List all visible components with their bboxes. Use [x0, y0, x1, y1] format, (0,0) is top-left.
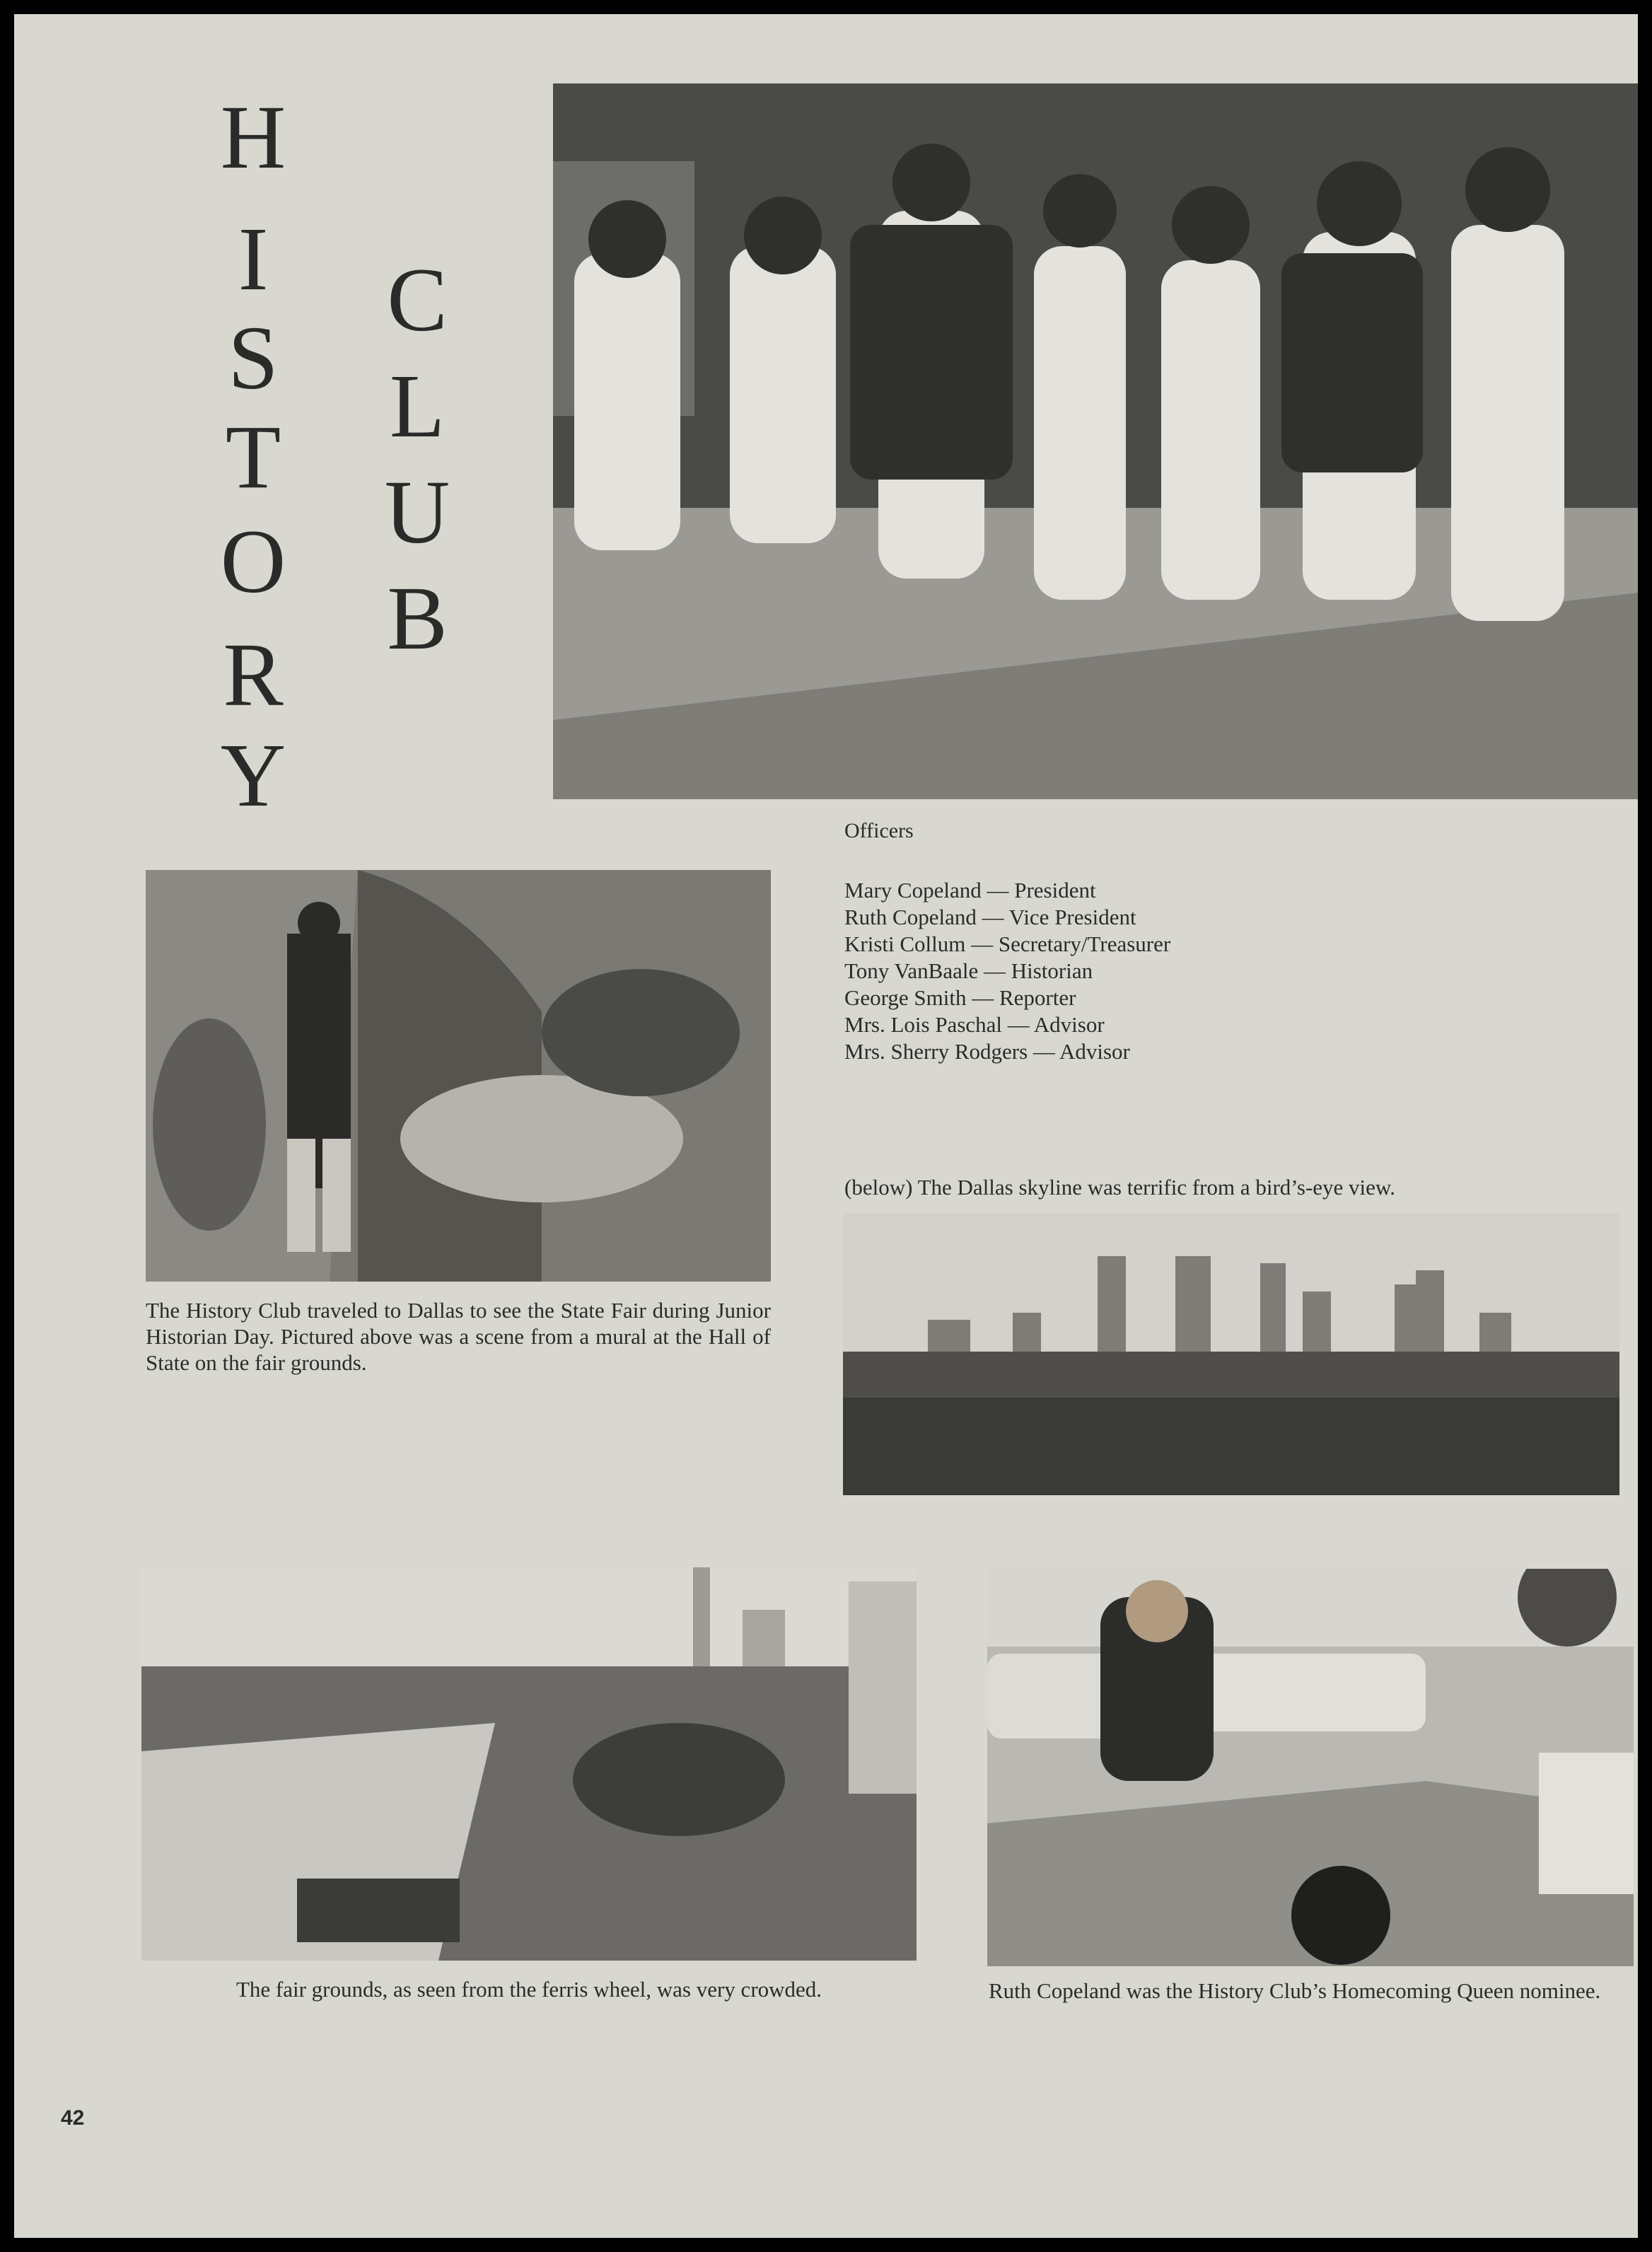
title-letter: S	[228, 308, 279, 408]
title-letter: O	[220, 511, 286, 612]
fairgrounds-photo	[141, 1567, 917, 1961]
title-letter: Y	[220, 725, 286, 825]
skyline-caption: (below) The Dallas skyline was terrific from a bird’s-eye view.	[844, 1175, 1396, 1200]
fairgrounds-caption: The fair grounds, as seen from the ferris wheel, was very crowded.	[235, 1977, 822, 2002]
mural-caption: The History Club traveled to Dallas to see the State Fair during Junior Historian Day. Pictured above was a scene from a mural at the Hall of State on the fair grounds.	[146, 1298, 771, 1376]
dallas-skyline-photo	[843, 1214, 1619, 1495]
title-letter: T	[225, 407, 281, 507]
officer-entry: Ruth Copeland — Vice President	[844, 905, 1136, 929]
officer-entry: George Smith — Reporter	[844, 985, 1076, 1010]
title-letter: C	[387, 250, 448, 350]
page-number: 42	[61, 2106, 85, 2130]
mural-photo	[146, 870, 771, 1282]
title-letter: I	[238, 209, 269, 309]
homecoming-queen-photo	[987, 1569, 1634, 1966]
officer-entry: Mrs. Sherry Rodgers — Advisor	[844, 1039, 1130, 1064]
title-letter: B	[387, 568, 448, 668]
title-letter: H	[220, 87, 286, 187]
officers-heading: Officers	[844, 819, 914, 842]
title-letter: R	[223, 625, 284, 725]
officer-entry: Mary Copeland — President	[844, 878, 1096, 902]
officer-entry: Kristi Collum — Secretary/Treasurer	[844, 931, 1171, 956]
homecoming-caption: Ruth Copeland was the History Club’s Homecoming Queen nominee.	[989, 1978, 1601, 2003]
title-letter: U	[384, 462, 450, 562]
officer-entry: Mrs. Lois Paschal — Advisor	[844, 1012, 1105, 1037]
title-letter: L	[389, 356, 446, 456]
officers-list	[844, 877, 1170, 1065]
officers-group-photo	[553, 83, 1638, 799]
yearbook-page	[14, 14, 1638, 2238]
officer-entry: Tony VanBaale — Historian	[844, 958, 1093, 983]
